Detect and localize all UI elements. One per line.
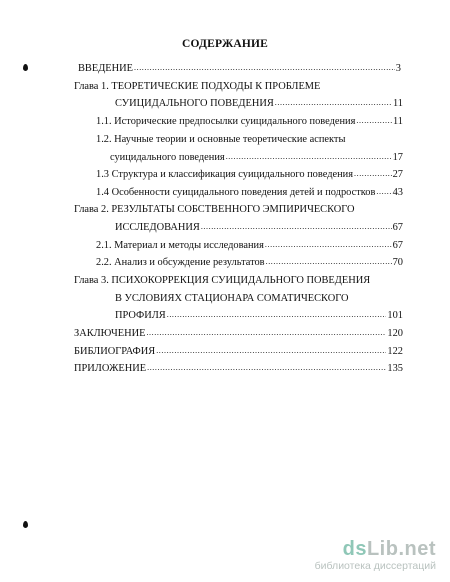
dot-leader	[266, 256, 392, 269]
toc-entry-section-1-4[interactable]	[96, 186, 403, 200]
toc-entry-title: ПРОФИЛЯ	[115, 310, 166, 321]
dot-leader	[356, 115, 392, 128]
toc-page-number: 120	[387, 328, 403, 339]
toc-entry-section-2-2[interactable]	[96, 256, 403, 270]
toc-page-number: 11	[392, 98, 403, 109]
toc-entry-title: суицидального поведения	[110, 152, 225, 163]
dot-leader	[167, 309, 387, 322]
toc-entry-chapter-3-line-3[interactable]	[115, 309, 403, 323]
margin-bullet-bottom	[23, 521, 28, 528]
toc-entry-section-1-3[interactable]	[96, 168, 403, 182]
toc-page-number: 11	[392, 116, 403, 127]
toc-entry-title: ЗАКЛЮЧЕНИЕ	[74, 328, 146, 339]
toc-entry-title: Глава 2. РЕЗУЛЬТАТЫ СОБСТВЕННОГО ЭМПИРИЧЕСКОГО	[74, 204, 355, 215]
toc-page-number: 122	[387, 346, 403, 357]
toc-entry-chapter-1-line-2[interactable]	[115, 97, 403, 111]
toc-entry-chapter-2-line-2[interactable]	[115, 221, 403, 235]
toc-entry-title: Глава 1. ТЕОРЕТИЧЕСКИЕ ПОДХОДЫ К ПРОБЛЕМЕ	[74, 81, 321, 92]
toc-page-number: 135	[387, 363, 403, 374]
dslib-watermark	[315, 538, 436, 572]
toc-entry-section-1-2-line-2[interactable]	[110, 151, 403, 165]
toc-entry-title: ИССЛЕДОВАНИЯ	[115, 222, 200, 233]
dot-leader	[226, 151, 392, 164]
toc-entry-title: 2.1. Материал и методы исследования	[96, 240, 264, 251]
toc-page-number: 17	[392, 152, 403, 163]
toc-entry-title: 1.2. Научные теории и основные теоретические аспекты	[96, 134, 346, 145]
dot-leader	[201, 221, 392, 234]
toc-entry-chapter-2-line-1[interactable]	[74, 203, 404, 217]
toc-entry-section-1-2-line-1[interactable]	[96, 133, 403, 147]
toc-page-number: 3	[395, 63, 401, 74]
toc-entry-chapter-3-line-1[interactable]	[74, 274, 414, 288]
dot-leader	[156, 345, 386, 358]
dslib-subtitle: библиотека диссертаций	[314, 560, 436, 572]
dot-leader	[134, 62, 395, 75]
toc-entry-appendix[interactable]	[74, 362, 403, 376]
toc-entry-section-2-1[interactable]	[96, 239, 403, 253]
toc-page-number: 27	[392, 169, 403, 180]
toc-page-number: 101	[387, 310, 403, 321]
toc-entry-conclusion[interactable]	[74, 327, 403, 341]
toc-entry-title: 1.1. Исторические предпосылки суицидального поведения	[96, 116, 356, 127]
toc-entry-section-1-1[interactable]	[96, 115, 403, 129]
page-title: СОДЕРЖАНИЕ	[181, 38, 269, 50]
toc-entry-bibliography[interactable]	[74, 345, 403, 359]
dot-leader	[265, 239, 392, 252]
toc-entry-chapter-1-line-1[interactable]	[74, 80, 404, 94]
toc-entry-title: В УСЛОВИЯХ СТАЦИОНАРА СОМАТИЧЕСКОГО	[115, 293, 349, 304]
dot-leader	[147, 362, 386, 375]
toc-page-number: 67	[392, 222, 403, 233]
toc-page-number: 43	[392, 187, 403, 198]
toc-entry-intro[interactable]	[78, 62, 401, 76]
toc-entry-title: 1.4 Особенности суицидального поведения детей и подростков	[96, 187, 376, 198]
margin-bullet-top	[23, 64, 28, 71]
toc-entry-title: ВВЕДЕНИЕ	[78, 63, 133, 74]
dot-leader	[354, 168, 392, 181]
toc-entry-title: СУИЦИДАЛЬНОГО ПОВЕДЕНИЯ	[115, 98, 274, 109]
dot-leader	[376, 186, 391, 199]
toc-entry-chapter-3-line-2[interactable]	[115, 292, 403, 306]
toc-entry-title: ПРИЛОЖЕНИЕ	[74, 363, 147, 374]
dot-leader	[275, 97, 392, 110]
dslib-logo: dsLib.net	[342, 538, 436, 560]
toc-entry-title: 1.3 Структура и классификация суицидального поведения	[96, 169, 353, 180]
toc-entry-title: Глава 3. ПСИХОКОРРЕКЦИЯ СУИЦИДАЛЬНОГО ПОВЕДЕНИЯ	[74, 275, 371, 286]
toc-entry-title: 2.2. Анализ и обсуждение результатов	[96, 257, 265, 268]
toc-page-number: 67	[392, 240, 403, 251]
toc-entry-title: БИБЛИОГРАФИЯ	[74, 346, 156, 357]
dot-leader	[146, 327, 386, 340]
toc-page-number: 70	[392, 257, 403, 268]
